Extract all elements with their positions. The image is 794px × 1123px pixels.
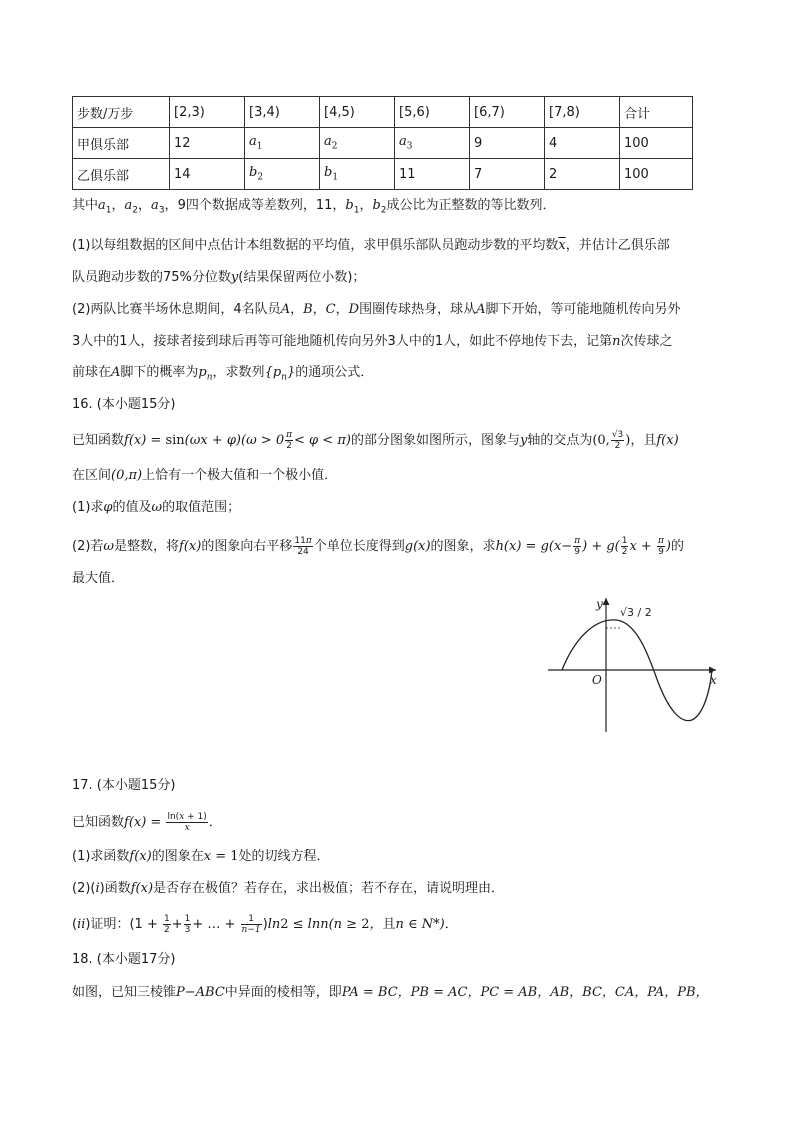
table-cell: 11 [395, 159, 470, 190]
intercept-label: √3 / 2 [620, 606, 652, 619]
text: 9四个数据成等差数列，11， [177, 198, 346, 213]
text: ，并估计乙俱乐部 [565, 238, 670, 253]
q15-part1-line1: (1)以每组数据的区间中点估计本组数据的平均值，求甲俱乐部队员跑动步数的平均数$\overline{x}$，并估计乙俱乐部 [72, 238, 670, 253]
text: 的值及 [112, 500, 152, 515]
fraction: $\frac{√3}{2}$ [611, 430, 624, 451]
table-cell: [5,6) [395, 97, 470, 128]
fraction: $\frac{\pi}{2}$ [286, 430, 293, 451]
table-cell: 7 [470, 159, 545, 190]
q15-part2-line1: (2)两队比赛半场休息期间，4名队员A，B，C，D围圈传球热身，球从A脚下开始，等可能地随机传向另外 [72, 302, 681, 317]
origin-label: O [592, 673, 602, 687]
text: 的图象向右平移 [201, 539, 293, 554]
table-row [73, 159, 693, 190]
fraction: $\frac{\pi}{9}$ [574, 536, 581, 557]
steps-table [72, 96, 693, 190]
table-cell: 步数/万步 [73, 97, 170, 128]
text: 是否存在极值？若存在，求出极值；若不存在，请说明理由． [153, 881, 505, 896]
q16-part2-line2: 最大值． [72, 571, 125, 586]
fraction: $\frac{1}{n-1}$ [241, 914, 261, 935]
q16-stem-line2: 在区间(0,π)上恰有一个极大值和一个极小值． [72, 468, 338, 483]
table-cell: $a_3$ [395, 128, 470, 159]
text: 已知函数 [72, 815, 125, 830]
text: (结果保留两位小数)； [238, 270, 366, 285]
text: (1)求 [72, 500, 104, 515]
text: ( [72, 917, 78, 932]
fraction: $\frac{\ln(x + 1)}{x}$ [167, 812, 207, 833]
q15-part2-line2: 3人中的1人，接球者接到球后再等可能地随机传向另外3人中的1人，如此不停地传下去，记第n次传球之 [72, 334, 673, 349]
q17-part2: (2)(i)函数f(x)是否存在极值？若存在，求出极值；若不存在，请说明理由． [72, 881, 505, 896]
table-row [73, 97, 693, 128]
text: 的部分图象如图所示，图象与 [350, 433, 520, 448]
text: (2)若 [72, 539, 104, 554]
table-cell: 合计 [620, 97, 693, 128]
table-cell: [4,5) [320, 97, 395, 128]
text: 已知函数 [72, 433, 125, 448]
text: (2)( [72, 881, 96, 896]
text: 轴的交点为 [527, 433, 593, 448]
text: 队员跑动步数的75%分位数 [72, 270, 231, 285]
q15-note: 其中$a_1$，$a_2$，$a_3$，9四个数据成等差数列，11，$b_1$，$b_2$成公比为正整数的等比数列． [72, 198, 556, 216]
text: 的取值范围； [162, 500, 241, 515]
text: )函数 [99, 881, 131, 896]
q16-part2-line1: (2)若ω是整数，将f(x)的图象向右平移 $\frac{11\pi}{24}$ 个单位长度得到g(x)的图象，求h(x) = g(x− $\frac{\pi}{9}$ ) + g( $\frac{1}{2}$ x + $\frac{\pi}{9}$ )的 [72, 536, 684, 557]
fraction: $\frac{1}{2}$ [163, 914, 170, 935]
y-axis-label: y [596, 597, 603, 611]
table-cell: [6,7) [470, 97, 545, 128]
table-cell: $b_1$ [320, 159, 395, 190]
table-cell: [3,4) [245, 97, 320, 128]
text: 的 [670, 539, 684, 554]
q17-part1: (1)求函数f(x)的图象在x = 1处的切线方程． [72, 849, 330, 864]
table-cell: 100 [620, 159, 693, 190]
text: 的图象，求 [430, 539, 496, 554]
table-cell: 乙俱乐部 [73, 159, 170, 190]
fraction: $\frac{1}{2}$ [621, 536, 628, 557]
fraction: $\frac{1}{3}$ [184, 914, 191, 935]
text: 成公比为正整数的等比数列． [386, 198, 556, 213]
text: 中异面的棱相等，即 [224, 985, 342, 1000]
text: (2)两队比赛半场休息期间，4名队员 [72, 302, 281, 317]
table-cell: 14 [170, 159, 245, 190]
text: 脚下的概率为 [120, 365, 199, 380]
table-cell: $a_1$ [245, 128, 320, 159]
table-cell: $a_2$ [320, 128, 395, 159]
q18-title: 18. (本小题17分) [72, 952, 176, 967]
text: )证明： [85, 917, 130, 932]
x-axis-label: x [710, 673, 717, 687]
text: 在区间 [72, 468, 112, 483]
text: 是整数，将 [114, 539, 180, 554]
table-cell: 100 [620, 128, 693, 159]
text: 围圈传球热身，球从 [359, 302, 477, 317]
q17-title: 17. (本小题15分) [72, 778, 176, 793]
q17-stem: 已知函数f(x) = $\frac{\ln(x + 1)}{x}$ ． [72, 812, 222, 833]
table-cell: 9 [470, 128, 545, 159]
text: 脚下开始，等可能地随机传向另外 [485, 302, 681, 317]
q17-part3: (ii)证明：(1 + $\frac{1}{2}$ + $\frac{1}{3}$ + … + $\frac{1}{n-1}$ )ln2 ≤ lnn(n ≥ 2，且n ∈ N*)． [72, 914, 458, 935]
text: ． [444, 917, 458, 932]
text: 处的切线方程． [238, 849, 330, 864]
table-cell: $b_2$ [245, 159, 320, 190]
table-cell: 2 [545, 159, 620, 190]
text: 个单位长度得到 [313, 539, 405, 554]
text: ，且 [630, 433, 657, 448]
text: 如图，已知三棱锥 [72, 985, 177, 1000]
q18-stem: 如图，已知三棱锥P−ABC中异面的棱相等，即PA = BC，PB = AC，PC = AB，AB，BC，CA，PA，PB， [72, 985, 709, 1000]
text: 的图象在 [151, 849, 204, 864]
fraction: $\frac{\pi}{9}$ [657, 536, 664, 557]
q16-stem-line1: 已知函数f(x) = sin(ωx + φ)(ω > 0 $\frac{\pi}{2}$ < φ < π)的部分图象如图所示，图象与y轴的交点为(0, $\frac{√3}{2}$ )，且f(x) [72, 430, 679, 451]
text: 其中 [72, 198, 99, 213]
text: 的通项公式． [295, 365, 374, 380]
q15-part1-line2: 队员跑动步数的75%分位数y(结果保留两位小数)； [72, 270, 366, 285]
table-cell: 甲俱乐部 [73, 128, 170, 159]
sine-graph [540, 590, 730, 740]
text: (1)求函数 [72, 849, 130, 864]
table-cell: 4 [545, 128, 620, 159]
text: 前球在 [72, 365, 112, 380]
text: 次传球之 [620, 334, 673, 349]
table-cell: 12 [170, 128, 245, 159]
q16-title: 16. (本小题15分) [72, 397, 176, 412]
q15-part2-line3: 前球在A脚下的概率为$p_n$，求数列$\{p_n\}$的通项公式． [72, 365, 374, 383]
table-cell: [2,3) [170, 97, 245, 128]
text: 上恰有一个极大值和一个极小值． [142, 468, 338, 483]
text: 3人中的1人，接球者接到球后再等可能地随机传向另外3人中的1人，如此不停地传下去，记第 [72, 334, 613, 349]
table-row [73, 128, 693, 159]
text: ，求数列 [212, 365, 265, 380]
q16-part1: (1)求φ的值及ω的取值范围； [72, 500, 241, 515]
text: (1)以每组数据的区间中点估计本组数据的平均值，求甲俱乐部队员跑动步数的平均数 [72, 238, 559, 253]
table-cell: [7,8) [545, 97, 620, 128]
fraction: $\frac{11\pi}{24}$ [294, 536, 312, 557]
